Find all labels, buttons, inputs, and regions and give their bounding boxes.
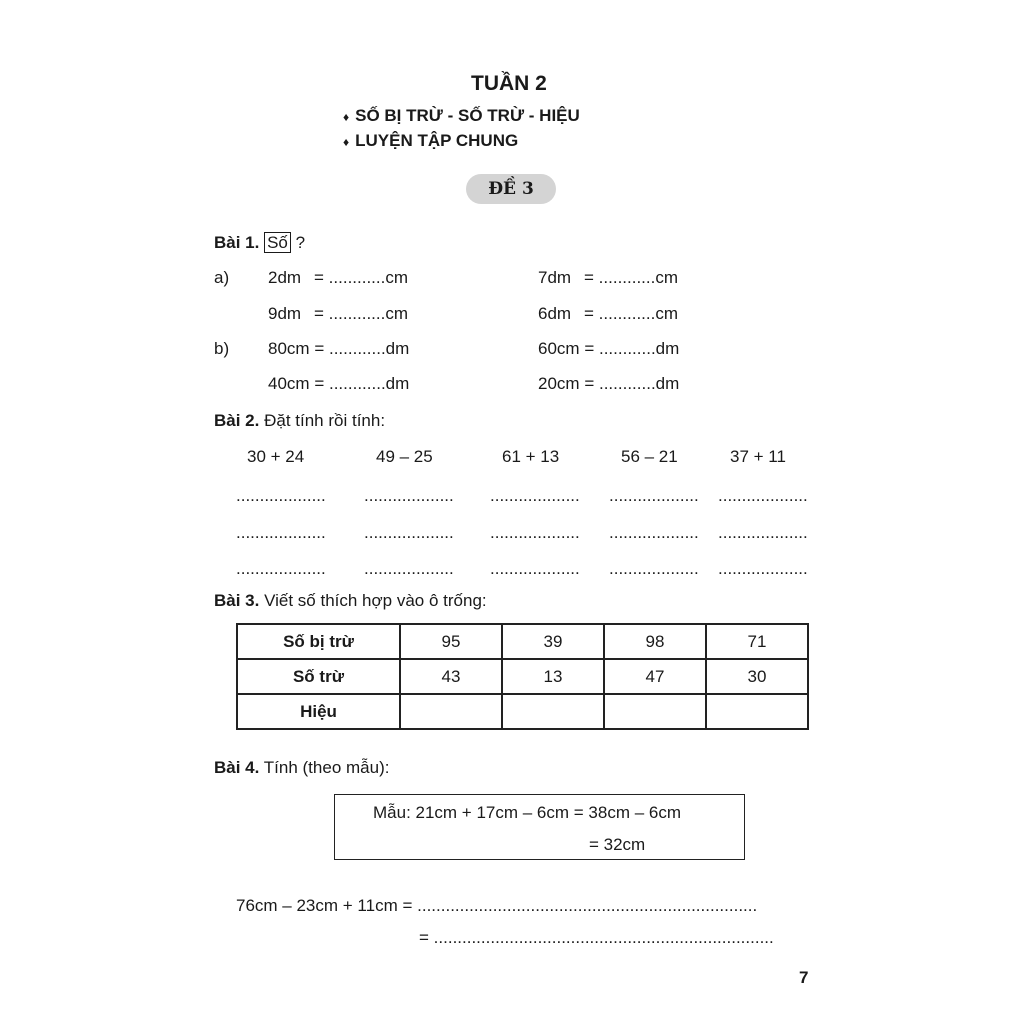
topic-list bbox=[343, 106, 580, 156]
conversion-item: 9dm = ............cm bbox=[268, 304, 409, 323]
table-row bbox=[237, 694, 808, 729]
answer-blank[interactable]: ............ bbox=[328, 374, 386, 393]
bai4-label: Bài 4. bbox=[214, 758, 260, 777]
exercise-line-2: = ........................................................................ bbox=[419, 928, 774, 947]
table-cell: 13 bbox=[502, 659, 604, 694]
work-line[interactable]: ................... bbox=[609, 523, 699, 542]
bai3-heading bbox=[214, 591, 487, 611]
expression: 56 – 21 bbox=[621, 447, 678, 466]
answer-cell[interactable] bbox=[706, 694, 808, 729]
answer-blank[interactable]: ............ bbox=[598, 374, 656, 393]
work-line[interactable]: ................... bbox=[236, 559, 326, 578]
answer-blank[interactable]: ........................................................................ bbox=[417, 896, 758, 915]
expression: 49 – 25 bbox=[376, 447, 433, 466]
table-cell: 39 bbox=[502, 624, 604, 659]
work-line[interactable]: ................... bbox=[718, 523, 808, 542]
topic-2: LUYỆN TẬP CHUNG bbox=[355, 131, 519, 150]
work-line[interactable]: ................... bbox=[609, 559, 699, 578]
exercise-line-1: 76cm – 23cm + 11cm = ........................................................................ bbox=[236, 896, 758, 915]
example-line-2: = 32cm bbox=[589, 835, 646, 854]
work-line[interactable]: ................... bbox=[236, 523, 326, 542]
expression: 37 + 11 bbox=[730, 447, 786, 466]
page-number: 7 bbox=[799, 968, 809, 987]
answer-blank[interactable]: ............ bbox=[328, 339, 386, 358]
table-row bbox=[237, 624, 808, 659]
bai2-label: Bài 2. bbox=[214, 411, 260, 430]
answer-blank[interactable]: ............ bbox=[598, 268, 656, 287]
table-cell: 43 bbox=[400, 659, 502, 694]
part-a-label: a) bbox=[214, 268, 230, 287]
answer-cell[interactable] bbox=[400, 694, 502, 729]
conversion-item: 80cm = ............dm bbox=[268, 339, 410, 358]
exercise-expression: 76cm – 23cm + 11cm bbox=[236, 896, 398, 915]
answer-cell[interactable] bbox=[502, 694, 604, 729]
expression: 61 + 13 bbox=[502, 447, 560, 466]
bai1-heading bbox=[214, 233, 305, 253]
bai1-suffix: ? bbox=[295, 233, 306, 252]
diamond-bullet-icon: ♦ bbox=[343, 135, 350, 149]
table-cell: 95 bbox=[400, 624, 502, 659]
bai3-instruction: Viết số thích hợp vào ô trống: bbox=[264, 591, 487, 610]
work-line[interactable]: ................... bbox=[364, 486, 454, 505]
conversion-item: 20cm = ............dm bbox=[538, 374, 680, 393]
table-cell: 98 bbox=[604, 624, 706, 659]
table-cell: 71 bbox=[706, 624, 808, 659]
work-line[interactable]: ................... bbox=[364, 559, 454, 578]
subtraction-table bbox=[236, 623, 809, 730]
work-line[interactable]: ................... bbox=[718, 559, 808, 578]
boxed-word: Số bbox=[264, 232, 291, 253]
answer-blank[interactable]: ............ bbox=[328, 304, 386, 323]
work-line[interactable]: ................... bbox=[236, 486, 326, 505]
answer-blank[interactable]: ............ bbox=[328, 268, 386, 287]
work-line[interactable]: ................... bbox=[609, 486, 699, 505]
conversion-item: 2dm = ............cm bbox=[268, 268, 409, 287]
work-line[interactable]: ................... bbox=[490, 523, 580, 542]
conversion-item: 60cm = ............dm bbox=[538, 339, 680, 358]
answer-cell[interactable] bbox=[604, 694, 706, 729]
example-line-1: Mẫu: 21cm + 17cm – 6cm = 38cm – 6cm bbox=[373, 803, 682, 822]
work-line[interactable]: ................... bbox=[490, 559, 580, 578]
answer-blank[interactable]: ............ bbox=[598, 339, 656, 358]
bai2-heading bbox=[214, 411, 385, 431]
answer-blank[interactable]: ........................................................................ bbox=[433, 928, 774, 947]
work-line[interactable]: ................... bbox=[364, 523, 454, 542]
bai4-instruction: Tính (theo mẫu): bbox=[263, 758, 390, 777]
diamond-bullet-icon: ♦ bbox=[343, 110, 350, 124]
row-header: Hiệu bbox=[237, 694, 400, 729]
bai4-heading bbox=[214, 758, 389, 778]
work-line[interactable]: ................... bbox=[490, 486, 580, 505]
table-row bbox=[237, 659, 808, 694]
table-cell: 47 bbox=[604, 659, 706, 694]
exam-badge: ĐỀ 3 bbox=[466, 174, 556, 204]
part-b-label: b) bbox=[214, 339, 230, 358]
bai1-label: Bài 1. bbox=[214, 233, 260, 252]
bai3-label: Bài 3. bbox=[214, 591, 260, 610]
conversion-item: 7dm = ............cm bbox=[538, 268, 679, 287]
row-header: Số trừ bbox=[237, 659, 400, 694]
table-cell: 30 bbox=[706, 659, 808, 694]
topic-item bbox=[343, 131, 580, 156]
row-header: Số bị trừ bbox=[237, 624, 400, 659]
conversion-item: 6dm = ............cm bbox=[538, 304, 679, 323]
conversion-item: 40cm = ............dm bbox=[268, 374, 410, 393]
bai2-instruction: Đặt tính rồi tính: bbox=[264, 411, 386, 430]
topic-item bbox=[343, 106, 580, 131]
answer-blank[interactable]: ............ bbox=[598, 304, 656, 323]
topic-1: SỐ BỊ TRỪ - SỐ TRỪ - HIỆU bbox=[355, 106, 580, 125]
expression: 30 + 24 bbox=[247, 447, 305, 466]
week-title: TUẦN 2 bbox=[471, 72, 547, 95]
work-line[interactable]: ................... bbox=[718, 486, 808, 505]
